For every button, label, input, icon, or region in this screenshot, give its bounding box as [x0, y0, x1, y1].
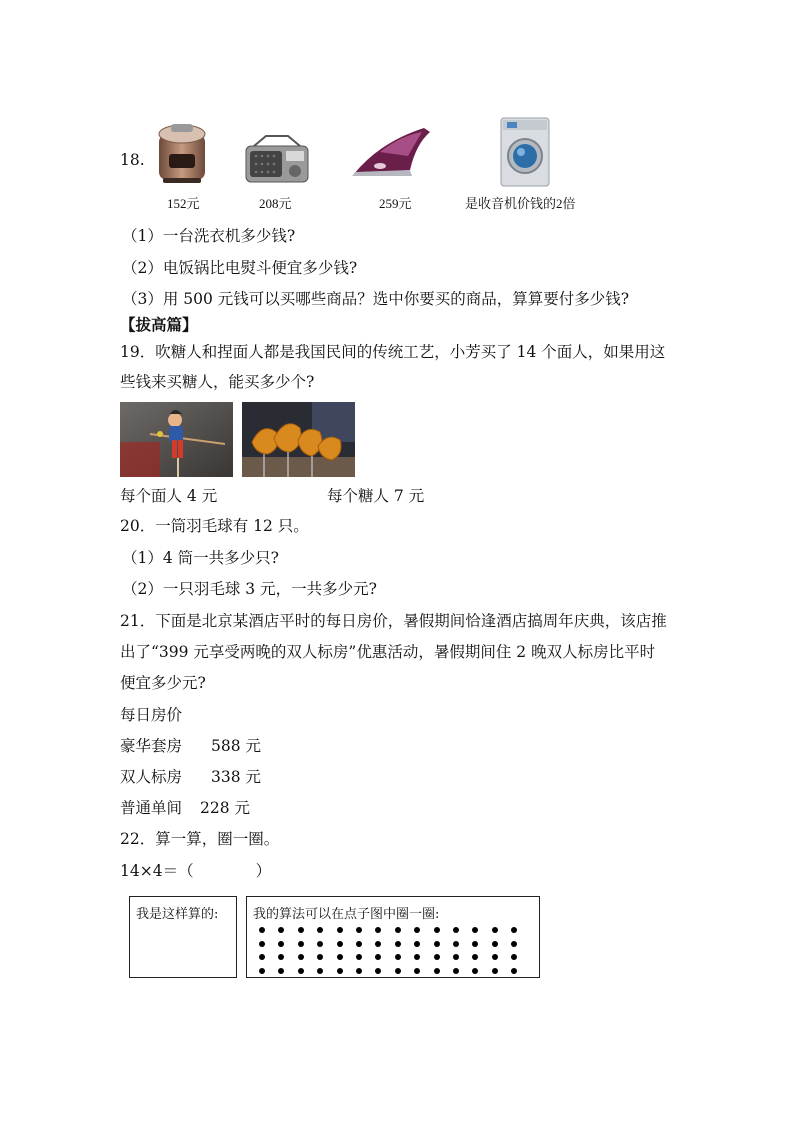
dot: [278, 941, 284, 947]
dot: [414, 968, 420, 974]
dot: [395, 927, 401, 933]
dot: [492, 927, 498, 933]
dot: [434, 968, 440, 974]
q18-number: 18.: [120, 151, 145, 169]
dot: [434, 941, 440, 947]
q18-sub2: （2）电饭锅比电熨斗便宜多少钱?: [122, 259, 358, 277]
dot: [298, 954, 304, 960]
q20-sub2: （2）一只羽毛球 3 元，一共多少元?: [122, 580, 377, 598]
price-iron: 259元: [379, 196, 412, 211]
dot: [492, 954, 498, 960]
rice-cooker-icon: [157, 120, 207, 186]
dot: [511, 968, 517, 974]
q22-line1: 22．算一算，圈一圈。: [120, 830, 280, 848]
dot: [356, 927, 362, 933]
q19-caption-right: 每个糖人 7 元: [327, 487, 425, 505]
room-price: 588 元: [211, 737, 262, 755]
dot: [317, 927, 323, 933]
q19-line1: 19．吹糖人和捏面人都是我国民间的传统工艺，小芳买了 14 个面人，如果用这: [120, 343, 666, 361]
dough-figure-photo: [120, 402, 233, 477]
room-price-title: 每日房价: [120, 706, 183, 724]
dot: [278, 968, 284, 974]
price-rice-cooker: 152元: [167, 196, 200, 211]
dot: [375, 941, 381, 947]
q20-line1: 20．一筒羽毛球有 12 只。: [120, 517, 309, 535]
dot: [317, 954, 323, 960]
dot: [492, 941, 498, 947]
dot: [337, 968, 343, 974]
room-name: 普通单间: [120, 799, 183, 817]
dot-diagram-box-label: 我的算法可以在点子图中圈一圈:: [253, 907, 440, 922]
dot: [395, 968, 401, 974]
dot: [259, 954, 265, 960]
q20-sub1: （1）4 筒一共多少只?: [122, 549, 279, 567]
iron-icon: [350, 122, 434, 184]
dot-diagram-box[interactable]: [246, 896, 540, 978]
dot: [395, 954, 401, 960]
calculation-box-label: 我是这样算的:: [136, 907, 219, 922]
dot: [356, 954, 362, 960]
q21-line2: 出了“399 元享受两晚的双人标房”优惠活动，暑假期间住 2 晚双人标房比平时: [120, 643, 656, 661]
q18-sub3: （3）用 500 元钱可以买哪些商品？选中你要买的商品，算算要付多少钱?: [122, 290, 630, 308]
dot: [278, 954, 284, 960]
q18-sub1: （1）一台洗衣机多少钱?: [122, 227, 296, 245]
dot: [472, 954, 478, 960]
dot: [472, 968, 478, 974]
room-price: 228 元: [200, 799, 251, 817]
dot: [414, 941, 420, 947]
dot-grid: [259, 927, 530, 981]
q21-line1: 21．下面是北京某酒店平时的每日房价，暑假期间恰逢酒店搞周年庆典，该店推: [120, 612, 667, 630]
dot: [453, 941, 459, 947]
dot: [337, 927, 343, 933]
dot: [298, 927, 304, 933]
room-name: 双人标房: [120, 768, 183, 786]
q19-line2: 些钱来买糖人，能买多少个?: [120, 373, 315, 391]
dot: [453, 954, 459, 960]
dot: [453, 927, 459, 933]
dot: [259, 941, 265, 947]
dot: [356, 968, 362, 974]
q21-line3: 便宜多少元?: [120, 674, 206, 692]
dot: [298, 941, 304, 947]
room-price: 338 元: [211, 768, 262, 786]
dot: [259, 927, 265, 933]
dot: [356, 941, 362, 947]
dot: [453, 968, 459, 974]
dot: [472, 927, 478, 933]
calculation-box[interactable]: [129, 896, 237, 978]
dot: [278, 927, 284, 933]
q19-caption-left: 每个面人 4 元: [120, 487, 218, 505]
dot: [492, 968, 498, 974]
dot: [259, 968, 265, 974]
price-radio: 208元: [259, 196, 292, 211]
radio-icon: [244, 134, 310, 184]
dot: [511, 927, 517, 933]
dot: [414, 954, 420, 960]
section-title: 【拔高篇】: [120, 315, 198, 334]
dot: [434, 927, 440, 933]
dot: [511, 954, 517, 960]
dot: [472, 941, 478, 947]
dot: [414, 927, 420, 933]
dot: [375, 968, 381, 974]
sugar-figure-photo: [242, 402, 355, 477]
dot: [434, 954, 440, 960]
price-washing-machine: 是收音机价钱的2倍: [465, 196, 576, 211]
washing-machine-icon: [499, 116, 551, 188]
dot: [375, 954, 381, 960]
dot: [375, 927, 381, 933]
dot: [337, 954, 343, 960]
dot: [317, 968, 323, 974]
room-name: 豪华套房: [120, 737, 183, 755]
dot: [337, 941, 343, 947]
dot: [395, 941, 401, 947]
q22-expression: 14×4＝（ ）: [120, 862, 272, 880]
dot: [511, 941, 517, 947]
dot: [298, 968, 304, 974]
dot: [317, 941, 323, 947]
